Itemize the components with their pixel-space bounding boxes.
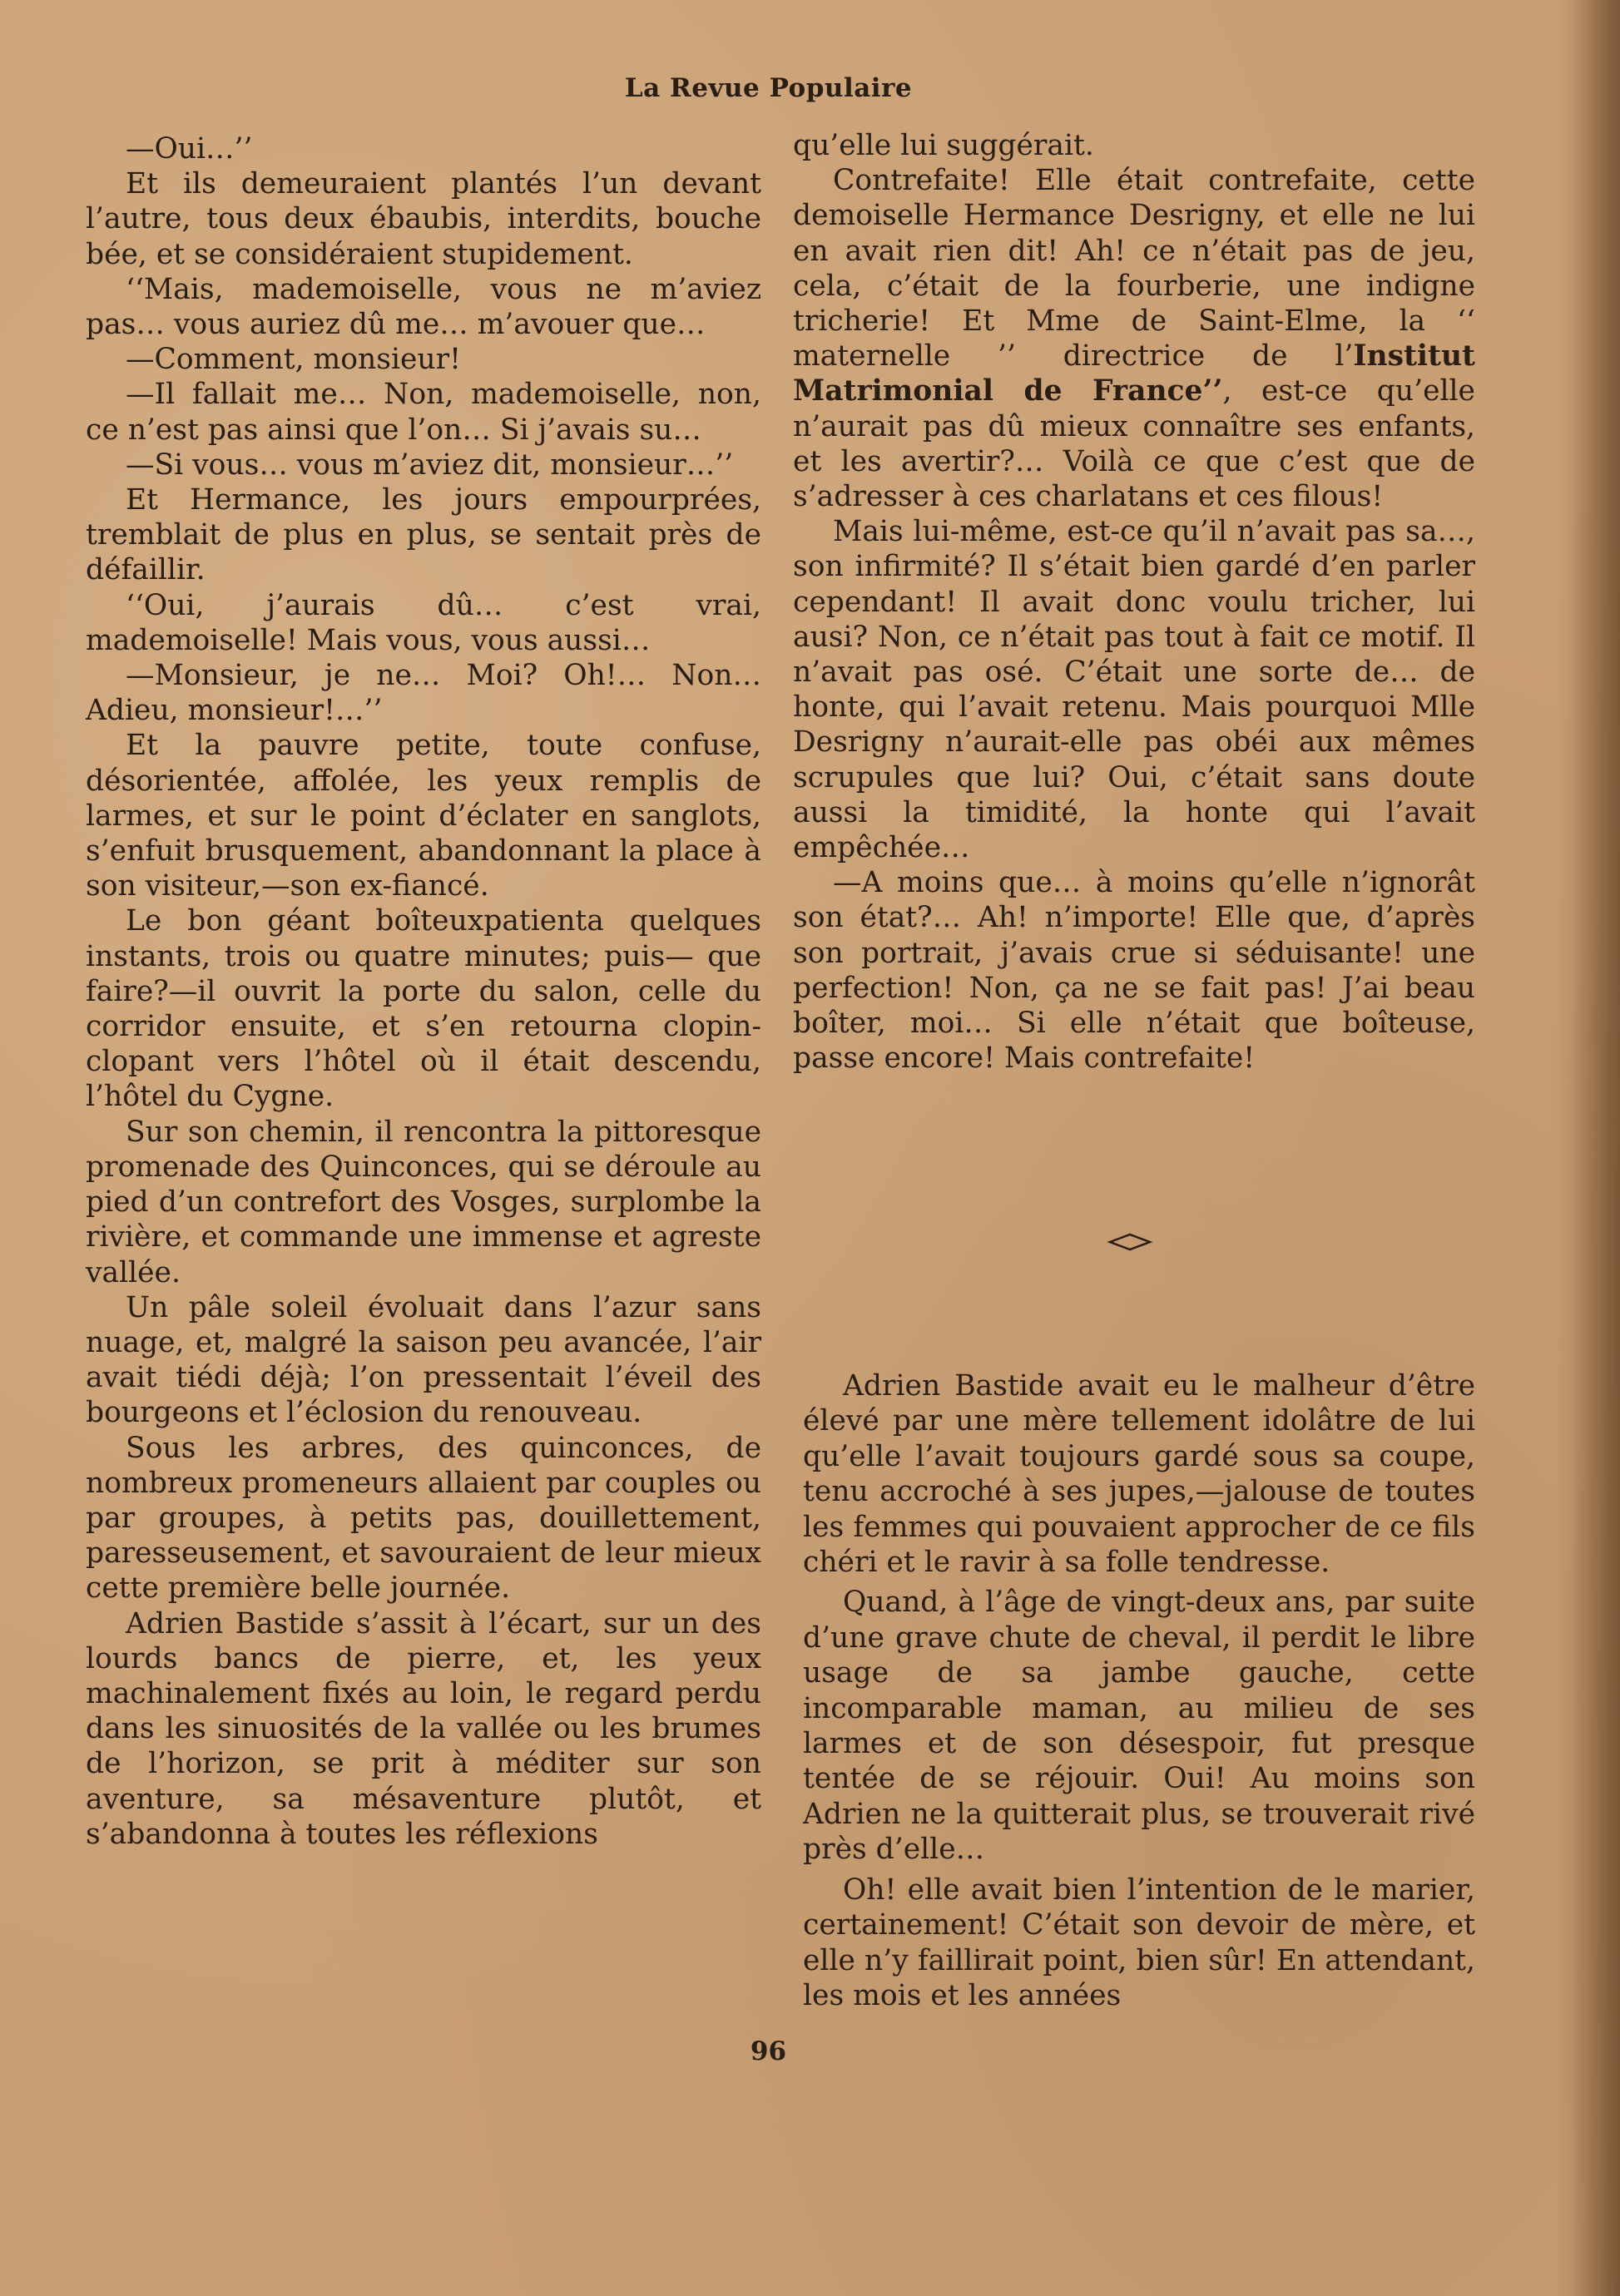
paragraph: Le bon géant boîteuxpatienta quelques instants, trois ou quatre minutes; puis— que faire?—il ouvrit la porte du salon, celle du corridor ensuite, et s’en retourna clopin-clopant vers l’hôtel où il était descendu, l’hôtel du Cygne. <box>86 904 761 1114</box>
institute-name: Institut Matrimonial de France’’ <box>793 339 1475 408</box>
paragraph: —Si vous… vous m’aviez dit, monsieur…’’ <box>126 448 734 482</box>
page-spine-shadow <box>1570 0 1620 2296</box>
paragraph: Sous les arbres, des quinconces, de nombreux promeneurs allaient par couples ou par groupes, à petits pas, douillettement, paresseusement, et savouraient de leur mieux cette première belle journée. <box>86 1431 761 1606</box>
text-run: Contrefaite! Elle était contrefaite, cette demoiselle Hermance Desrigny, et elle ne lui en avait rien dit! Ah! ce n’était pas de jeu, cela, c’était de la fourberie, une indigne tricherie! Et Mme de Saint-Elme, la ‘‘ maternelle ’’ directrice de l’ <box>793 164 1475 374</box>
paragraph: —Comment, monsieur! <box>126 343 461 377</box>
paragraph: Et ils demeuraient plantés l’un devant l’autre, tous deux ébaubis, interdits, bouche bée, et se considéraient stupidement. <box>86 167 761 271</box>
paragraph: Mais lui-même, est-ce qu’il n’avait pas sa…, son infirmité? Il s’était bien gardé d’en parler cependant! Il avait donc voulu tricher, lui ausi? Non, ce n’était pas tout à fait ce motif. Il n’avait pas osé. C’était une sorte de… de honte, qui l’avait retenu. Mais pourquoi Mlle Desrigny n’aurait-elle pas obéi aux mêmes scrupules que lui? Oui, c’était sans doute aussi la timidité, la honte qui l’avait empêchée… <box>793 515 1475 865</box>
left-column <box>86 131 761 1852</box>
paragraph <box>793 163 1475 514</box>
paragraph: —A moins que… à moins qu’elle n’ignorât son état?… Ah! n’importe! Elle que, d’après son portrait, j’avais crue si séduisante! une perfection! Non, ça ne se fait pas! J’ai beau boîter, moi… Si elle n’était que boîteuse, passe encore! Mais contrefaite! <box>793 866 1475 1076</box>
paragraph: Adrien Bastide avait eu le malheur d’être élevé par une mère tellement idolâtre de lui qu’elle l’avait toujours gardé sous sa coupe, tenu accroché à ses jupes,—jalouse de toutes les femmes qui pouvaient approcher de ce fils chéri et le ravir à sa folle tendresse. <box>803 1369 1475 1580</box>
running-header: La Revue Populaire <box>624 73 913 103</box>
page-number: 96 <box>750 2036 787 2066</box>
paragraph: Un pâle soleil évoluait dans l’azur sans nuage, et, malgré la saison peu avancée, l’air avait tiédi déjà; l’on pressentait l’éveil des bourgeons et l’éclosion du renouveau. <box>86 1290 761 1430</box>
paragraph: Sur son chemin, il rencontra la pittoresque promenade des Quinconces, qui se déroule au pied d’un contrefort des Vosges, surplombe la rivière, et commande une immense et agreste vallée. <box>86 1115 761 1289</box>
paragraph: Adrien Bastide s’assit à l’écart, sur un des lourds bancs de pierre, et, les yeux machinalement fixés au loin, le regard perdu dans les sinuosités de la vallée ou les brumes de l’horizon, se prit à méditer sur son aventure, sa mésaventure plutôt, et s’abandonna à toutes les réflexions <box>86 1606 761 1851</box>
paragraph: Et Hermance, les jours empourprées, tremblait de plus en plus, se sentait près de défaillir. <box>86 483 761 587</box>
paragraph-continuation: qu’elle lui suggérait. <box>793 129 1094 162</box>
paragraph: —Monsieur, je ne… Moi? Oh!… Non… Adieu, monsieur!…’’ <box>86 659 761 728</box>
paragraph: —Oui…’’ <box>126 132 253 166</box>
new-section <box>803 1368 1475 2018</box>
paragraph: Oh! elle avait bien l’intention de le marier, certainement! C’était son devoir de mère, et elle n’y faillirait point, bien sûr! En attendant, les mois et les années <box>803 1873 1475 2012</box>
text-run: , est-ce qu’elle n’aurait pas dû mieux connaître ses enfants, et les avertir?… Voilà ce que c’est que de s’adresser à ces charlatans et ces filous! <box>793 374 1475 514</box>
paragraph: Et la pauvre petite, toute confuse, désorientée, affolée, les yeux remplis de larmes, et sur le point d’éclater en sanglots, s’enfuit brusquement, abandonnant la place à son visiteur,—son ex-fiancé. <box>86 729 761 903</box>
paragraph: ‘‘Oui, j’aurais dû… c’est vrai, mademoiselle! Mais vous, vous aussi… <box>86 588 761 657</box>
paragraph: ‘‘Mais, mademoiselle, vous ne m’aviez pas… vous auriez dû me… m’avouer que… <box>86 272 761 342</box>
paragraph: Quand, à l’âge de vingt-deux ans, par suite d’une grave chute de cheval, il perdit le libre usage de sa jambe gauche, cette incomparable maman, au milieu de ses larmes et de son désespoir, fut presque tentée de se réjouir. Oui! Au moins son Adrien ne la quitterait plus, se trouverait rivé près d’elle… <box>803 1586 1475 1867</box>
section-break-ornament <box>1107 1230 1153 1254</box>
right-column <box>793 128 1475 1076</box>
paragraph: —Il fallait me… Non, mademoiselle, non, ce n’est pas ainsi que l’on… Si j’avais su… <box>86 378 761 447</box>
